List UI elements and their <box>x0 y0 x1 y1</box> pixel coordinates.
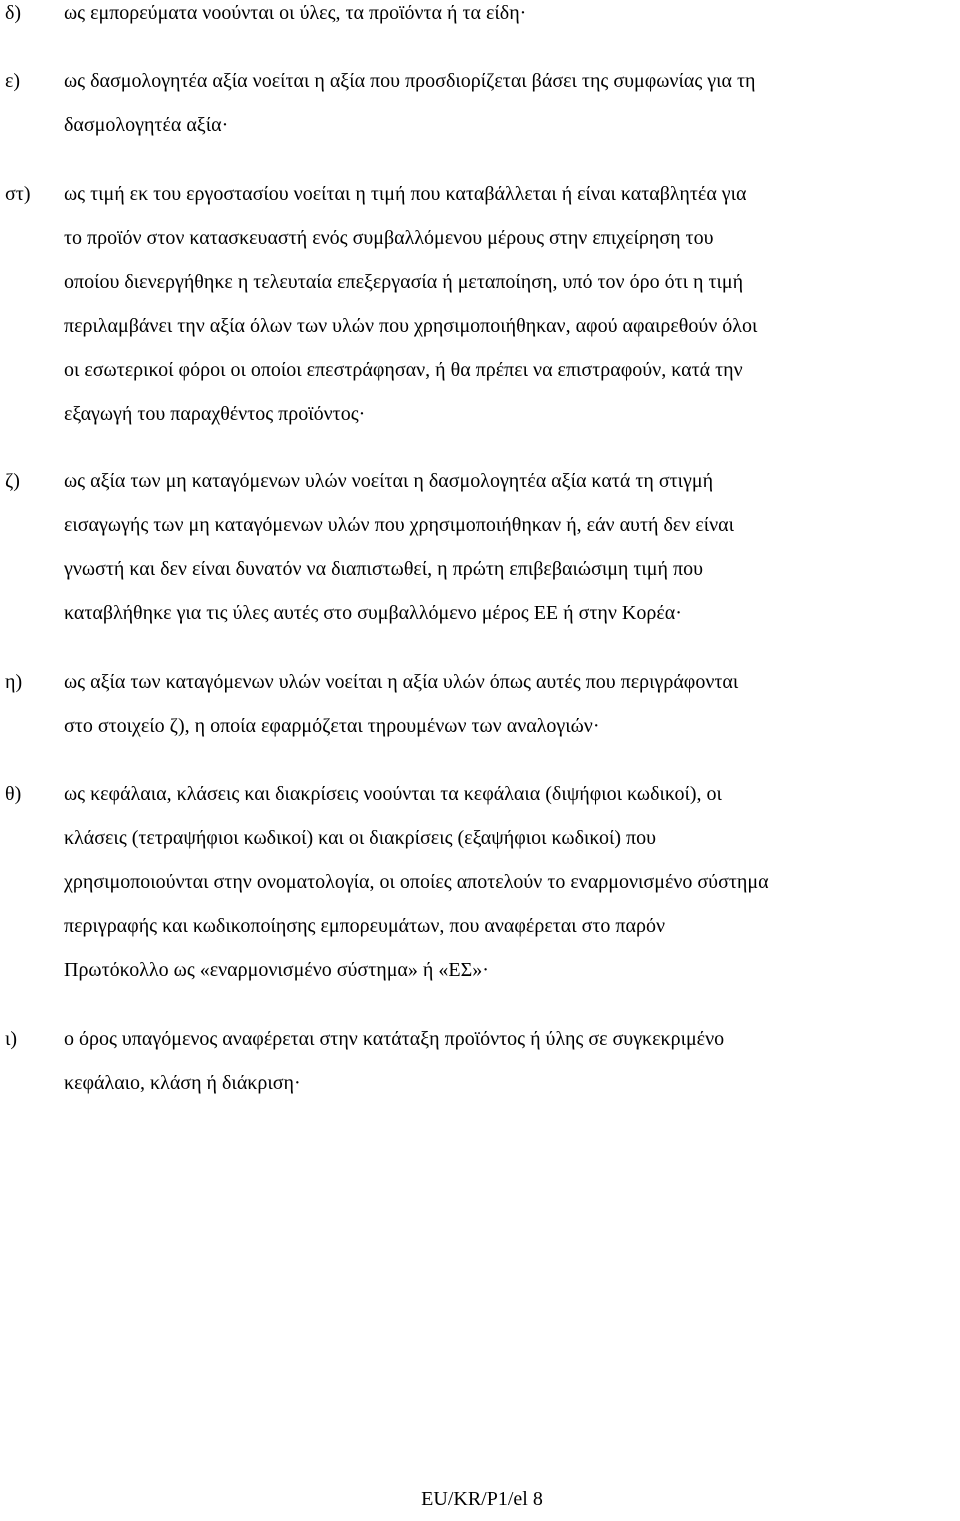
item-text-line: ως αξία των μη καταγόμενων υλών νοείται η δασμολογητέα αξία κατά τη στιγμή <box>64 470 714 492</box>
item-label: ι) <box>5 1028 18 1050</box>
page-footer <box>0 1484 960 1514</box>
page-reference: EU/KR/P1/el 8 <box>421 1488 543 1510</box>
item-text-line: ο όρος υπαγόμενος αναφέρεται στην κατάταξη προϊόντος ή ύλης σε συγκεκριμένο <box>64 1028 725 1050</box>
item-text-line: το προϊόν στον κατασκευαστή ενός συμβαλλόμενου μέρους στην επιχείρηση του <box>64 227 714 249</box>
item-text-line: ως τιμή εκ του εργοστασίου νοείται η τιμή που καταβάλλεται ή είναι καταβλητέα για <box>64 183 747 205</box>
item-text-line: ως δασμολογητέα αξία νοείται η αξία που προσδιορίζεται βάσει της συμφωνίας για τη <box>64 70 756 92</box>
item-text-line: εισαγωγής των μη καταγόμενων υλών που χρησιμοποιήθηκαν ή, εάν αυτή δεν είναι <box>64 514 734 536</box>
item-text-line: οποίου διενεργήθηκε η τελευταία επεξεργασία ή μεταποίηση, υπό τον όρο ότι η τιμή <box>64 271 744 293</box>
item-text-line: στο στοιχείο ζ), η οποία εφαρμόζεται τηρουμένων των αναλογιών· <box>64 715 600 737</box>
item-label: στ) <box>5 183 31 205</box>
item-text-line: δασμολογητέα αξία· <box>64 114 229 136</box>
item-text-line: οι εσωτερικοί φόροι οι οποίοι επεστράφησαν, ή θα πρέπει να επιστραφούν, κατά την <box>64 359 743 381</box>
item-text-line: ως εμπορεύματα νοούνται οι ύλες, τα προϊόντα ή τα είδη· <box>64 2 527 24</box>
item-label: ε) <box>5 70 21 92</box>
item-text-line: Πρωτόκολλο ως «εναρμονισμένο σύστημα» ή «ΕΣ»· <box>64 959 489 981</box>
item-label: δ) <box>5 2 22 24</box>
item-text-line: κλάσεις (τετραψήφιοι κωδικοί) και οι διακρίσεις (εξαψήφιοι κωδικοί) που <box>64 827 657 849</box>
item-label: ζ) <box>5 470 20 492</box>
item-text-line: ως αξία των καταγόμενων υλών νοείται η αξία υλών όπως αυτές που περιγράφονται <box>64 671 739 693</box>
item-text-line: κεφάλαιο, κλάση ή διάκριση· <box>64 1072 301 1094</box>
item-text-line: χρησιμοποιούνται στην ονοματολογία, οι οποίες αποτελούν το εναρμονισμένο σύστημα <box>64 871 769 893</box>
item-text-line: εξαγωγή του παραχθέντος προϊόντος· <box>64 403 366 425</box>
item-label: θ) <box>5 783 22 805</box>
item-text-line: ως κεφάλαια, κλάσεις και διακρίσεις νοούνται τα κεφάλαια (διψήφιοι κωδικοί), οι <box>64 783 722 805</box>
item-text-line: καταβλήθηκε για τις ύλες αυτές στο συμβαλλόμενο μέρος ΕΕ ή στην Κορέα· <box>64 602 682 624</box>
item-text-line: γνωστή και δεν είναι δυνατόν να διαπιστωθεί, η πρώτη επιβεβαιώσιμη τιμή που <box>64 558 703 580</box>
item-label: η) <box>5 671 23 693</box>
item-text-line: περιγραφής και κωδικοποίησης εμπορευμάτων, που αναφέρεται στο παρόν <box>64 915 666 937</box>
item-text-line: περιλαμβάνει την αξία όλων των υλών που χρησιμοποιήθηκαν, αφού αφαιρεθούν όλοι <box>64 315 758 337</box>
